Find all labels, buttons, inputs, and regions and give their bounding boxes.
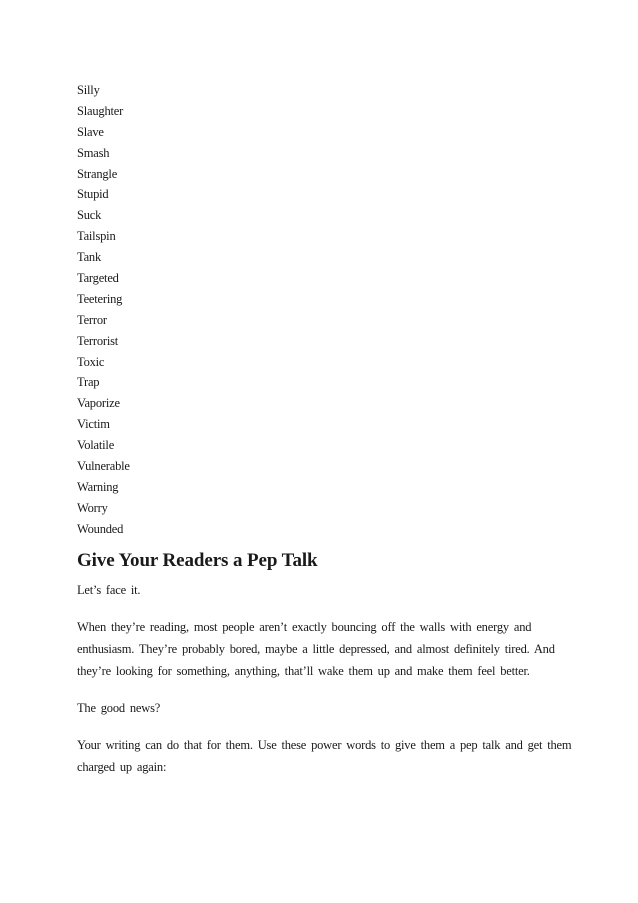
- list-item: Terror: [77, 312, 107, 327]
- list-item: Strangle: [77, 166, 118, 181]
- paragraph: The good news?: [77, 701, 161, 715]
- list-item: Targeted: [77, 271, 119, 286]
- paragraph: When they’re reading, most people aren’t exactly bouncing off the walls with energy and enthusiasm. They’re probably bored, maybe a little depressed, and almost definitely tired. And they’re looking for something, anything, that’ll wake them up and make them feel better.: [77, 620, 555, 678]
- list-item: Vaporize: [77, 396, 120, 411]
- list-item: Vulnerable: [77, 459, 130, 474]
- list-item: Smash: [77, 145, 110, 160]
- list-item: Volatile: [77, 438, 115, 453]
- list-item: Slave: [77, 124, 104, 139]
- list-item: Terrorist: [77, 333, 119, 348]
- list-item: Slaughter: [77, 103, 124, 118]
- list-item: Tank: [77, 250, 102, 265]
- list-item: Stupid: [77, 187, 109, 202]
- list-item: Silly: [77, 83, 100, 97]
- pep-talk-section: [77, 549, 577, 793]
- list-item: Toxic: [77, 354, 105, 369]
- list-item: Trap: [77, 375, 100, 390]
- power-word-list: [77, 80, 130, 540]
- list-item: Wounded: [77, 521, 124, 536]
- list-item: Tailspin: [77, 229, 116, 244]
- paragraph: Let’s face it.: [77, 583, 141, 597]
- paragraph: Your writing can do that for them. Use these power words to give them a pep talk and get them charged up again:: [77, 738, 572, 774]
- list-item: Victim: [77, 417, 110, 432]
- list-item: Worry: [77, 500, 108, 515]
- list-item: Suck: [77, 208, 102, 223]
- list-item: Warning: [77, 479, 119, 494]
- list-item: Teetering: [77, 291, 123, 306]
- section-heading: Give Your Readers a Pep Talk: [77, 550, 318, 571]
